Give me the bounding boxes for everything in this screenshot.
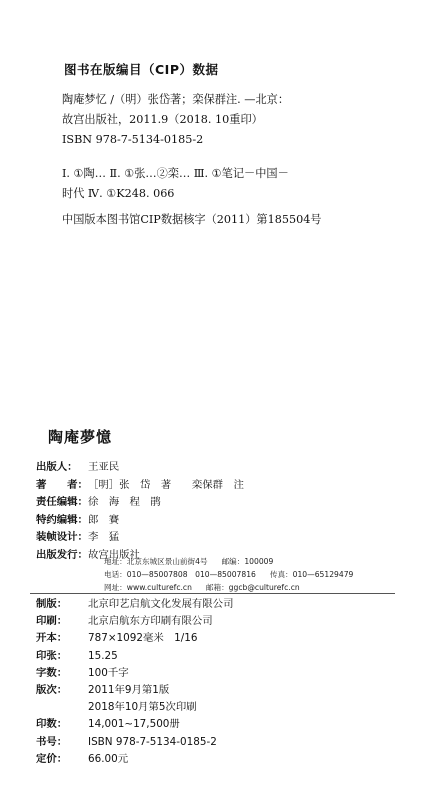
website-text: 网址：www.culturefc.cn	[104, 583, 192, 592]
divider-line	[30, 593, 395, 594]
spec-row	[36, 682, 416, 699]
spec-value: 北京启航东方印刷有限公司	[88, 615, 213, 628]
spec-value: 66.00元	[88, 752, 129, 765]
credit-row	[36, 512, 416, 530]
spec-value: ISBN 978-7-5134-0185-2	[88, 735, 217, 748]
credit-label: 著 者：	[36, 478, 88, 491]
spec-label: 版次：	[36, 683, 68, 696]
spec-row	[36, 699, 416, 716]
cip-record	[62, 90, 362, 150]
address-text: 地址：北京东城区景山前街4号	[104, 557, 208, 566]
publisher-contact	[104, 555, 353, 594]
credit-label: 出版人：	[36, 461, 78, 473]
credit-value: 徐 海 程 鹃	[88, 496, 161, 509]
cip-national-number: 中国版本图书馆CIP数据核字（2011）第185504号	[62, 213, 322, 226]
spec-label: 印刷：	[36, 615, 68, 628]
spec-value: 787×1092毫米 1/16	[88, 632, 198, 645]
spec-value: 2011年9月第1版	[88, 683, 170, 696]
credit-label: 装帧设计：	[36, 531, 88, 544]
credit-value: 李 猛	[88, 531, 120, 544]
credit-value: 郎 賽	[88, 513, 120, 526]
credit-value: 王亚民	[88, 461, 120, 473]
spec-label	[36, 699, 88, 716]
credit-value: 故宫出版社	[88, 548, 140, 561]
cip-subject-line: Ⅰ. ①陶… Ⅱ. ①张…②栾… Ⅲ. ①笔记－中国－	[62, 167, 289, 180]
credit-label: 责任编辑：	[36, 496, 88, 509]
specs-list	[36, 596, 416, 768]
credit-value: ［明］张 岱 著 栾保群 注	[88, 478, 244, 491]
cip-record-line: ISBN 978-7-5134-0185-2	[62, 133, 204, 146]
credit-row	[36, 477, 416, 495]
credits-list	[36, 459, 416, 565]
spec-row	[36, 751, 416, 768]
contact-line	[104, 568, 353, 581]
spec-label: 制版：	[36, 598, 68, 610]
spec-value: 14,001~17,500册	[88, 718, 180, 731]
cip-subject-line: 时代 Ⅳ. ①K248. 066	[62, 187, 175, 200]
spec-row	[36, 630, 416, 647]
cip-heading: 图书在版编目（CIP）数据	[64, 62, 219, 77]
email-text: 邮箱：ggcb@culturefc.cn	[205, 583, 300, 592]
cip-record-line: 陶庵梦忆 /（明）张岱著；栾保群注. —北京：	[62, 93, 290, 106]
phone-text: 电话：010—85007808 010—85007816	[104, 570, 256, 579]
spec-row	[36, 734, 416, 751]
credit-label: 特约编辑：	[36, 513, 88, 526]
postcode-text: 邮编：100009	[221, 557, 274, 566]
spec-label: 印张：	[36, 649, 68, 662]
spec-value: 北京印艺启航文化发展有限公司	[88, 598, 234, 610]
spec-label: 定价：	[36, 752, 68, 765]
contact-line	[104, 555, 353, 568]
credit-row	[36, 494, 416, 512]
fax-text: 传真：010—65129479	[269, 570, 354, 579]
spec-row	[36, 648, 416, 665]
book-title: 陶庵夢憶	[48, 428, 113, 446]
credit-label: 出版发行：	[36, 548, 88, 561]
credit-row	[36, 529, 416, 547]
spec-value: 15.25	[88, 649, 118, 662]
spec-label: 印数：	[36, 718, 68, 731]
cip-record-line: 故宫出版社，2011.9（2018. 10重印）	[62, 113, 263, 126]
cip-subjects	[62, 164, 362, 204]
spec-label: 字数：	[36, 666, 68, 679]
spec-label: 书号：	[36, 735, 68, 748]
spec-row	[36, 613, 416, 630]
credit-row	[36, 459, 416, 477]
spec-row	[36, 716, 416, 733]
spec-row	[36, 665, 416, 682]
spec-label: 开本：	[36, 632, 68, 645]
spec-value: 100千字	[88, 666, 129, 679]
cip-data-block	[62, 60, 362, 230]
spec-value: 2018年10月第5次印刷	[88, 701, 197, 714]
spec-row	[36, 596, 416, 613]
